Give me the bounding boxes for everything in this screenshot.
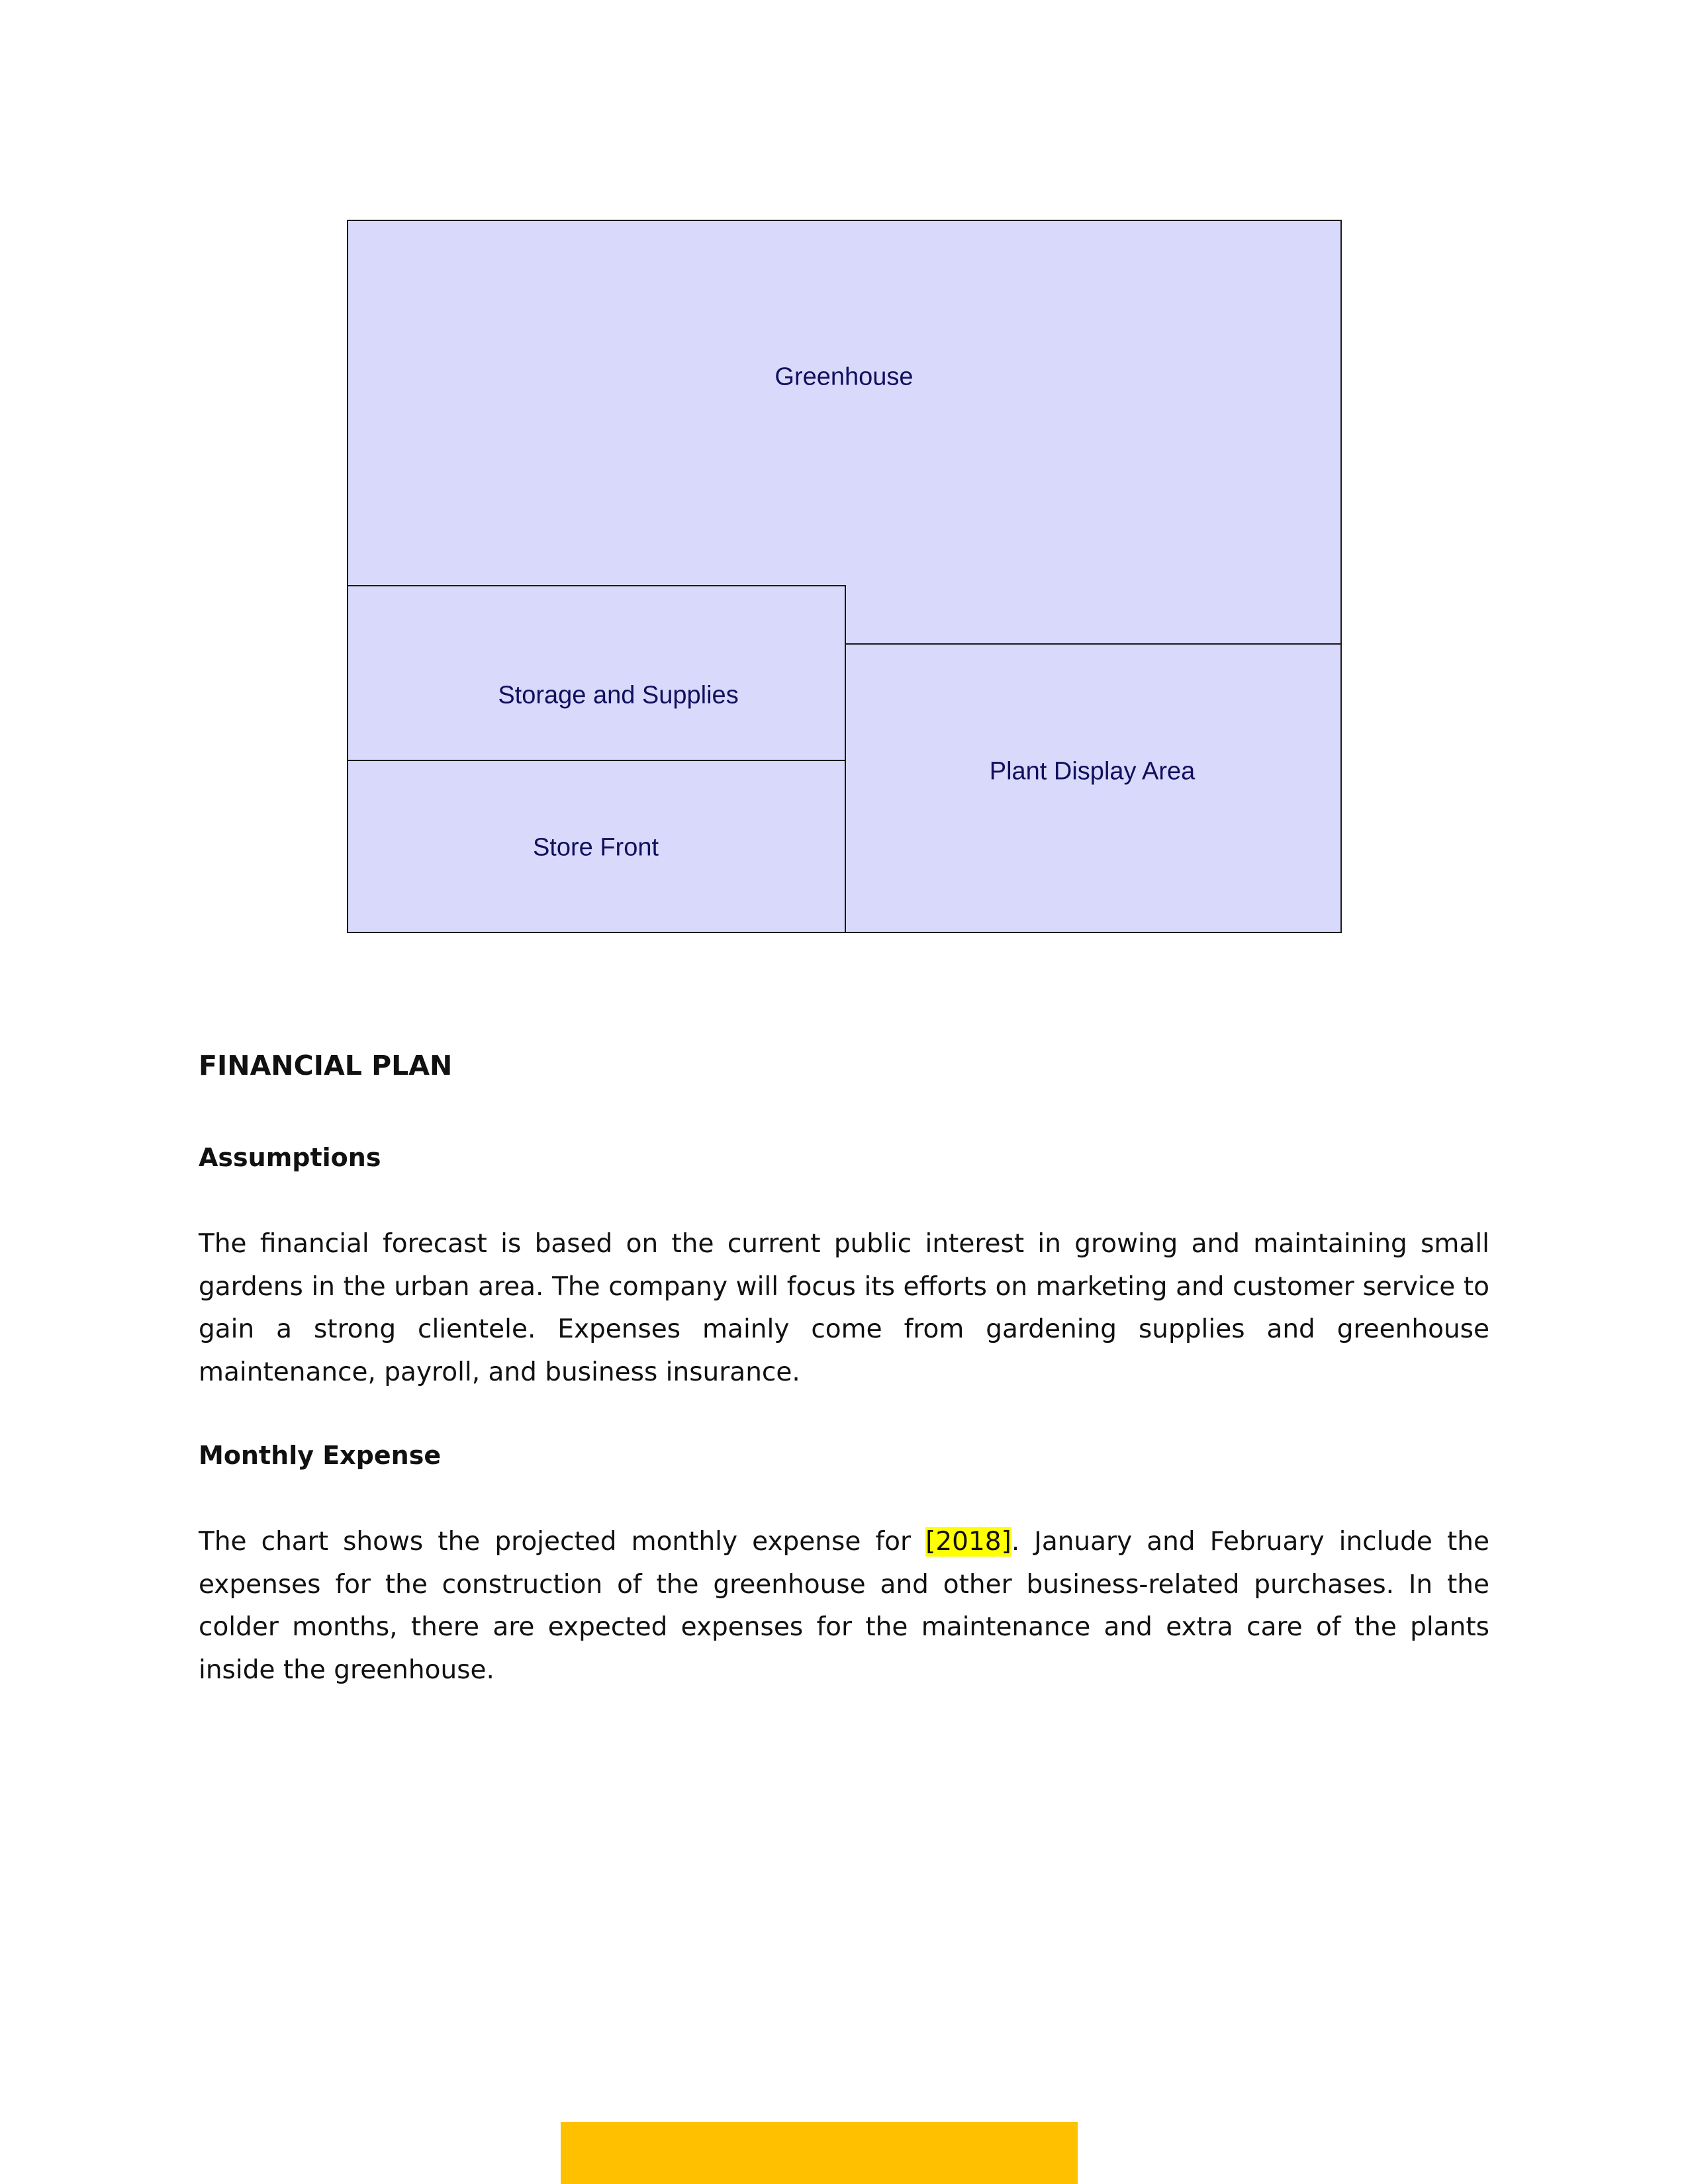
footer-accent-bar <box>561 2122 1078 2184</box>
floor-plan-diagram <box>0 0 1688 940</box>
greenhouse-label: Greenhouse <box>774 363 914 391</box>
monthly-expense-heading: Monthly Expense <box>199 1441 442 1470</box>
monthly-expense-text-after: . January and February include the expenses for the construction of the greenhouse and other business-related purchases. In the colder months, there are expected expenses for the maintenance and extra care of the plants inside the greenhouse. <box>199 1527 1489 1685</box>
assumptions-heading: Assumptions <box>199 1143 381 1172</box>
room-greenhouse <box>347 220 1342 645</box>
storage-label: Storage and Supplies <box>498 681 739 709</box>
year-placeholder-highlight: [2018] <box>925 1527 1011 1557</box>
room-storage-and-supplies <box>347 585 846 761</box>
room-plant-display-area <box>845 643 1342 933</box>
financial-plan-heading: FINANCIAL PLAN <box>199 1050 453 1081</box>
assumptions-paragraph: The financial forecast is based on the current public interest in growing and maintaining small gardens in the urban area. The company will focus its efforts on marketing and customer service to gain a strong clientele. Expenses mainly come from gardening supplies and greenhouse maintenance, payroll, and business insurance. <box>199 1229 1489 1387</box>
monthly-expense-text-before: The chart shows the projected monthly expense for <box>199 1527 926 1557</box>
monthly-expense-paragraph <box>199 1521 1489 1692</box>
store-front-label: Store Front <box>532 833 659 862</box>
plant-display-label: Plant Display Area <box>989 757 1196 786</box>
